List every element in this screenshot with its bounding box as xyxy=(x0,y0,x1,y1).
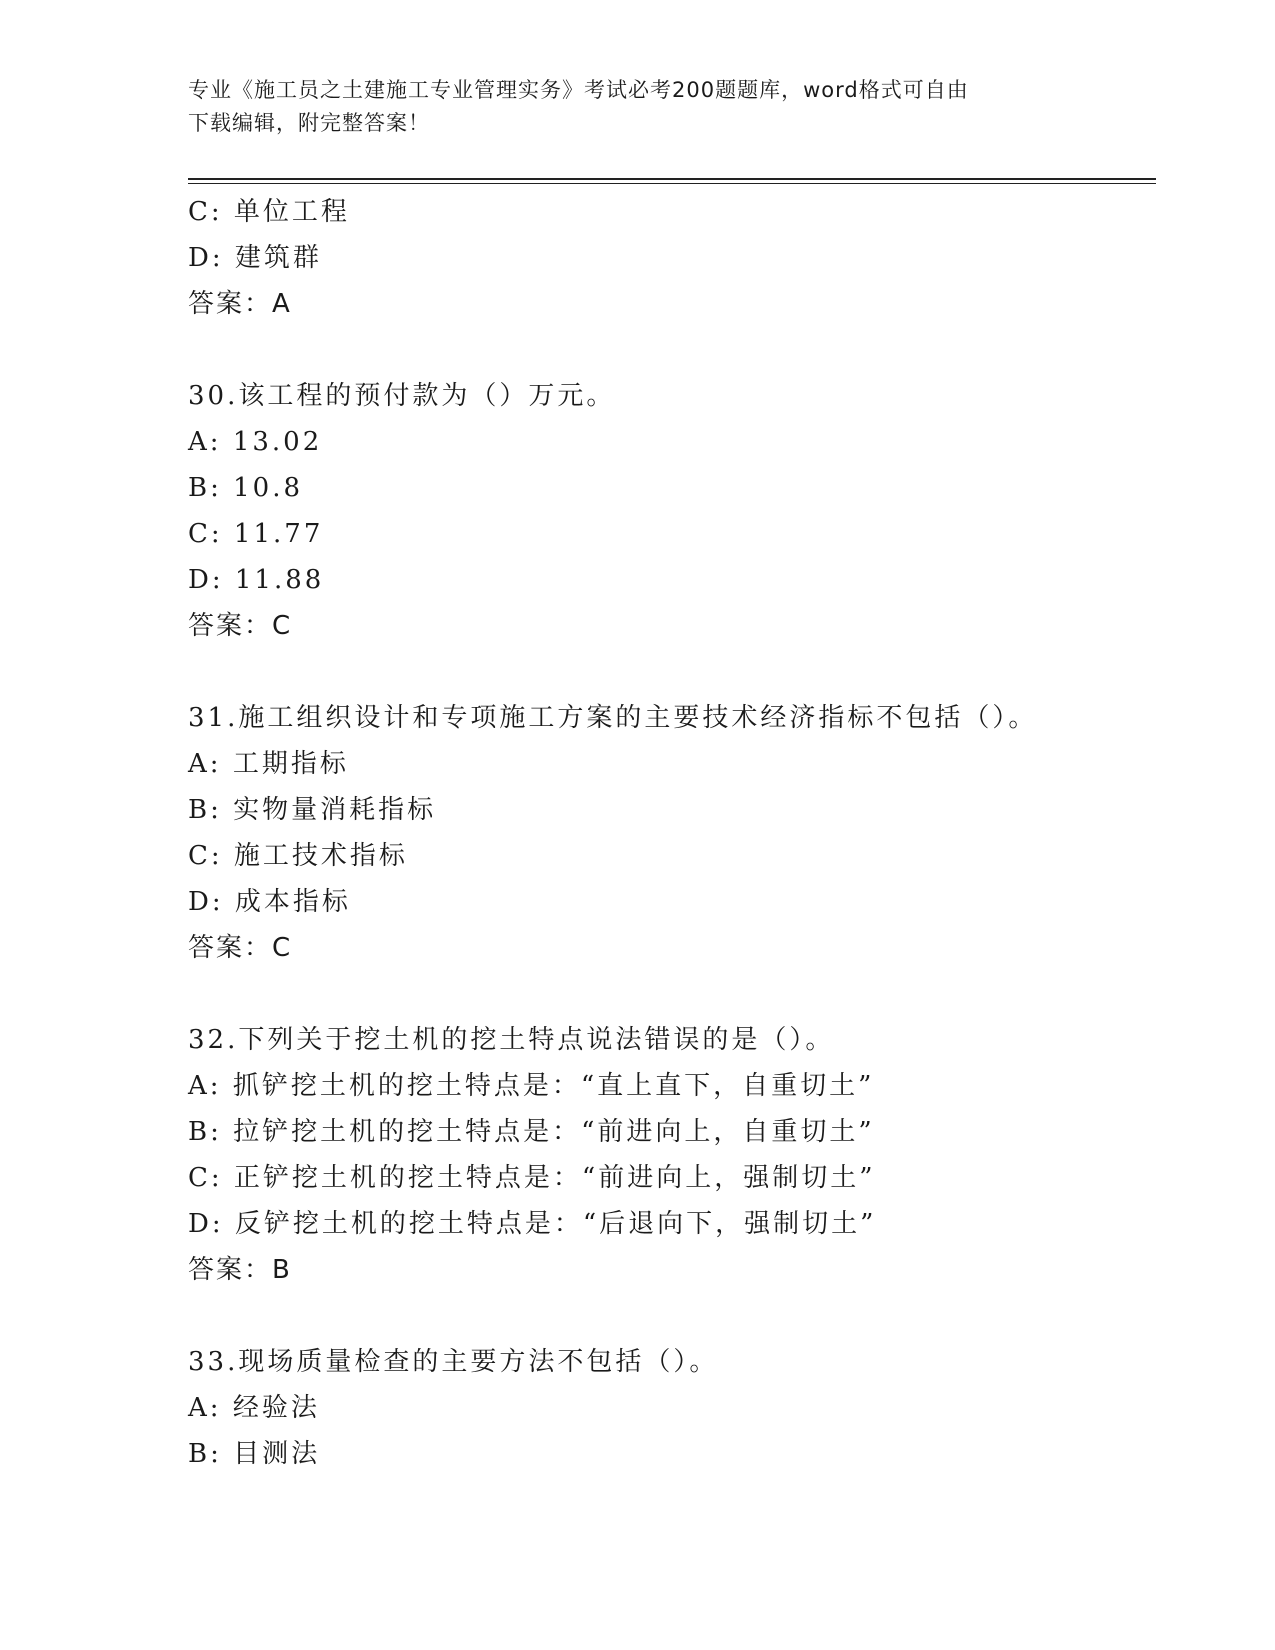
option-label: C: xyxy=(188,519,223,549)
option-label: A: xyxy=(188,1071,222,1101)
answer-label: 答案： xyxy=(188,289,273,319)
option-label: D: xyxy=(188,565,224,595)
option-line xyxy=(188,557,1156,603)
answer-label: 答案： xyxy=(188,1255,273,1285)
option-text: 正铲挖土机的挖土特点是：“前进向上，强制切土” xyxy=(233,1163,876,1193)
header-rule-thick xyxy=(188,178,1156,180)
answer-value: A xyxy=(272,289,292,319)
answer-line xyxy=(188,603,1156,649)
option-line xyxy=(188,1155,1156,1201)
option-line xyxy=(188,879,1156,925)
question-block-prev xyxy=(188,189,1156,327)
option-text: 11.77 xyxy=(233,519,324,549)
answer-value: C xyxy=(272,611,293,641)
option-text: 11.88 xyxy=(234,565,325,595)
option-label: D: xyxy=(188,887,224,917)
option-text: 单位工程 xyxy=(233,197,350,227)
option-label: B: xyxy=(188,1117,222,1147)
option-label: C: xyxy=(188,197,223,227)
option-line xyxy=(188,419,1156,465)
option-label: C: xyxy=(188,841,223,871)
option-label: D: xyxy=(188,1209,224,1239)
question-block-31 xyxy=(188,695,1156,971)
option-label: D: xyxy=(188,243,224,273)
option-line xyxy=(188,787,1156,833)
option-label: B: xyxy=(188,473,222,503)
spacer xyxy=(188,649,1156,695)
answer-line xyxy=(188,1247,1156,1293)
option-label: C: xyxy=(188,1163,223,1193)
question-block-32 xyxy=(188,1017,1156,1293)
question-block-30 xyxy=(188,373,1156,649)
answer-label: 答案： xyxy=(188,933,273,963)
option-line xyxy=(188,741,1156,787)
option-line xyxy=(188,1385,1156,1431)
option-line xyxy=(188,189,1156,235)
question-stem: 32.下列关于挖土机的挖土特点说法错误的是（）。 xyxy=(188,1025,835,1055)
option-label: A: xyxy=(188,1393,222,1423)
option-text: 10.8 xyxy=(233,473,304,503)
header-rule-thin xyxy=(188,183,1156,184)
question-block-33 xyxy=(188,1339,1156,1477)
spacer xyxy=(188,1293,1156,1339)
option-line xyxy=(188,1201,1156,1247)
answer-value: C xyxy=(272,933,293,963)
answer-value: B xyxy=(272,1255,292,1285)
answer-line xyxy=(188,281,1156,327)
option-line xyxy=(188,1109,1156,1155)
option-line xyxy=(188,1063,1156,1109)
document-header xyxy=(188,74,1088,140)
option-text: 13.02 xyxy=(232,427,323,457)
option-label: B: xyxy=(188,795,222,825)
option-line xyxy=(188,465,1156,511)
option-text: 实物量消耗指标 xyxy=(233,795,437,825)
option-text: 工期指标 xyxy=(232,749,349,779)
option-text: 建筑群 xyxy=(234,243,322,273)
spacer xyxy=(188,971,1156,1017)
answer-line xyxy=(188,925,1156,971)
option-line xyxy=(188,833,1156,879)
option-text: 抓铲挖土机的挖土特点是：“直上直下，自重切土” xyxy=(232,1071,875,1101)
option-label: B: xyxy=(188,1439,222,1469)
option-text: 拉铲挖土机的挖土特点是：“前进向上，自重切土” xyxy=(233,1117,875,1147)
question-content xyxy=(188,189,1156,1477)
option-line xyxy=(188,235,1156,281)
option-text: 目测法 xyxy=(233,1439,321,1469)
spacer xyxy=(188,327,1156,373)
option-line xyxy=(188,511,1156,557)
option-label: A: xyxy=(188,427,222,457)
option-text: 经验法 xyxy=(232,1393,320,1423)
question-stem: 33.现场质量检查的主要方法不包括（）。 xyxy=(188,1347,719,1377)
option-text: 施工技术指标 xyxy=(233,841,408,871)
option-text: 成本指标 xyxy=(234,887,351,917)
header-line-2: 下载编辑，附完整答案！ xyxy=(188,111,430,135)
option-line xyxy=(188,1431,1156,1477)
option-text: 反铲挖土机的挖土特点是：“后退向下，强制切土” xyxy=(234,1209,877,1239)
option-label: A: xyxy=(188,749,222,779)
answer-label: 答案： xyxy=(188,611,273,641)
question-stem: 30.该工程的预付款为（）万元。 xyxy=(188,381,616,411)
question-stem: 31.施工组织设计和专项施工方案的主要技术经济指标不包括（）。 xyxy=(188,703,1038,733)
header-line-1: 专业《施工员之土建施工专业管理实务》考试必考200题题库，word格式可自由 xyxy=(188,78,969,102)
